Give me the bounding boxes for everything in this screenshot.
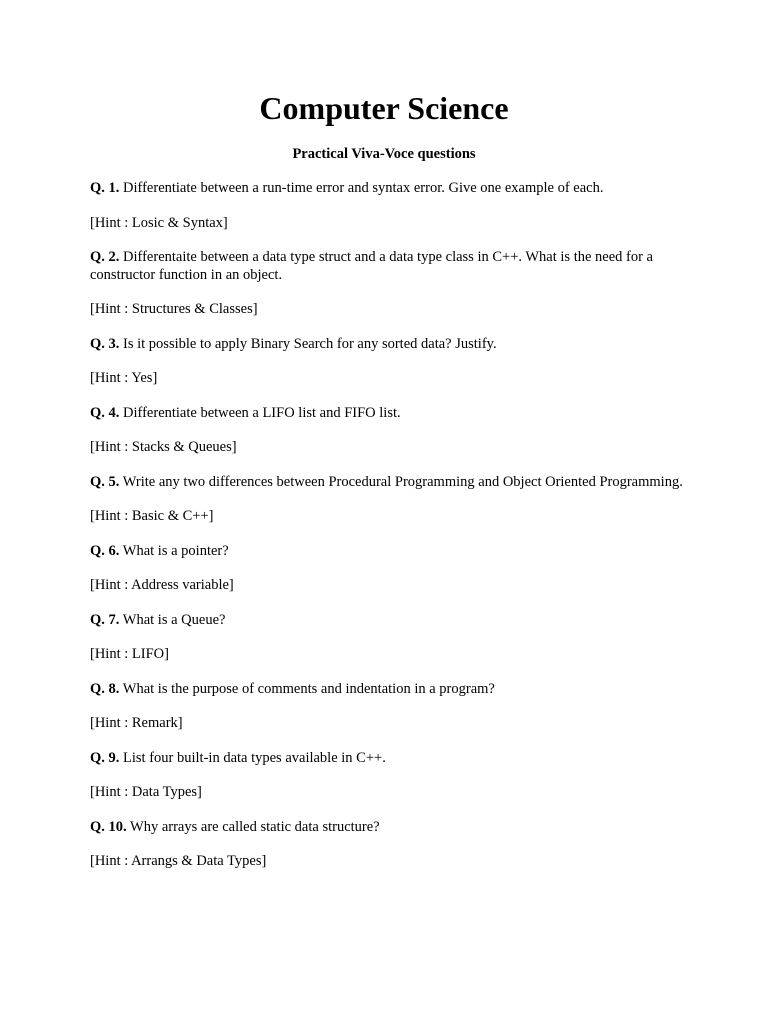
question-text: What is a pointer? (122, 542, 229, 559)
question-text: List four built-in data types available in C++. (123, 749, 386, 766)
question-8 (90, 681, 690, 699)
question-text: Differentaite between a data type struct and a data type class in C++. What is the need for a constructor function in an object. (90, 249, 653, 283)
question-text: What is a Queue? (122, 611, 226, 628)
question-number: Q. 5. (90, 473, 120, 490)
question-text: Write any two differences between Procedural Programming and Object Oriented Programming. (122, 473, 683, 490)
question-7 (90, 612, 690, 630)
question-2 (90, 249, 690, 284)
question-number: Q. 10. (90, 818, 127, 835)
question-number: Q. 9. (90, 749, 120, 766)
question-text: What is the purpose of comments and indentation in a program? (122, 680, 495, 697)
hint-5: [Hint : Basic & C++] (90, 508, 214, 524)
question-number: Q. 7. (90, 611, 120, 628)
question-number: Q. 2. (90, 249, 120, 265)
question-text: Is it possible to apply Binary Search for any sorted data? Justify. (123, 335, 497, 352)
question-6 (90, 543, 690, 561)
question-number: Q. 6. (90, 542, 120, 559)
document-title: Computer Science (259, 90, 509, 126)
question-5 (90, 474, 690, 492)
question-10 (90, 819, 690, 837)
hint-2: [Hint : Structures & Classes] (90, 301, 258, 317)
hint-7: [Hint : LIFO] (90, 646, 169, 662)
hint-4: [Hint : Stacks & Queues] (90, 439, 237, 455)
question-text: Why arrays are called static data structure? (130, 818, 380, 835)
hint-9: [Hint : Data Types] (90, 784, 202, 800)
hint-3: [Hint : Yes] (90, 370, 158, 386)
question-list (90, 180, 690, 871)
question-4 (90, 405, 690, 423)
hint-1: [Hint : Losic & Syntax] (90, 214, 228, 231)
question-number: Q. 3. (90, 335, 120, 352)
hint-10: [Hint : Arrangs & Data Types] (90, 853, 267, 869)
question-number: Q. 1. (90, 180, 120, 196)
hint-8: [Hint : Remark] (90, 715, 183, 731)
question-text: Differentiate between a LIFO list and FIFO list. (123, 404, 401, 421)
hint-6: [Hint : Address variable] (90, 577, 234, 593)
question-text: Differentiate between a run-time error and syntax error. Give one example of each. (123, 180, 604, 196)
document-subtitle: Practical Viva-Voce questions (292, 146, 476, 162)
question-number: Q. 8. (90, 680, 120, 697)
question-number: Q. 4. (90, 404, 120, 421)
question-9 (90, 750, 690, 768)
question-3 (90, 336, 690, 354)
question-1 (90, 180, 690, 198)
